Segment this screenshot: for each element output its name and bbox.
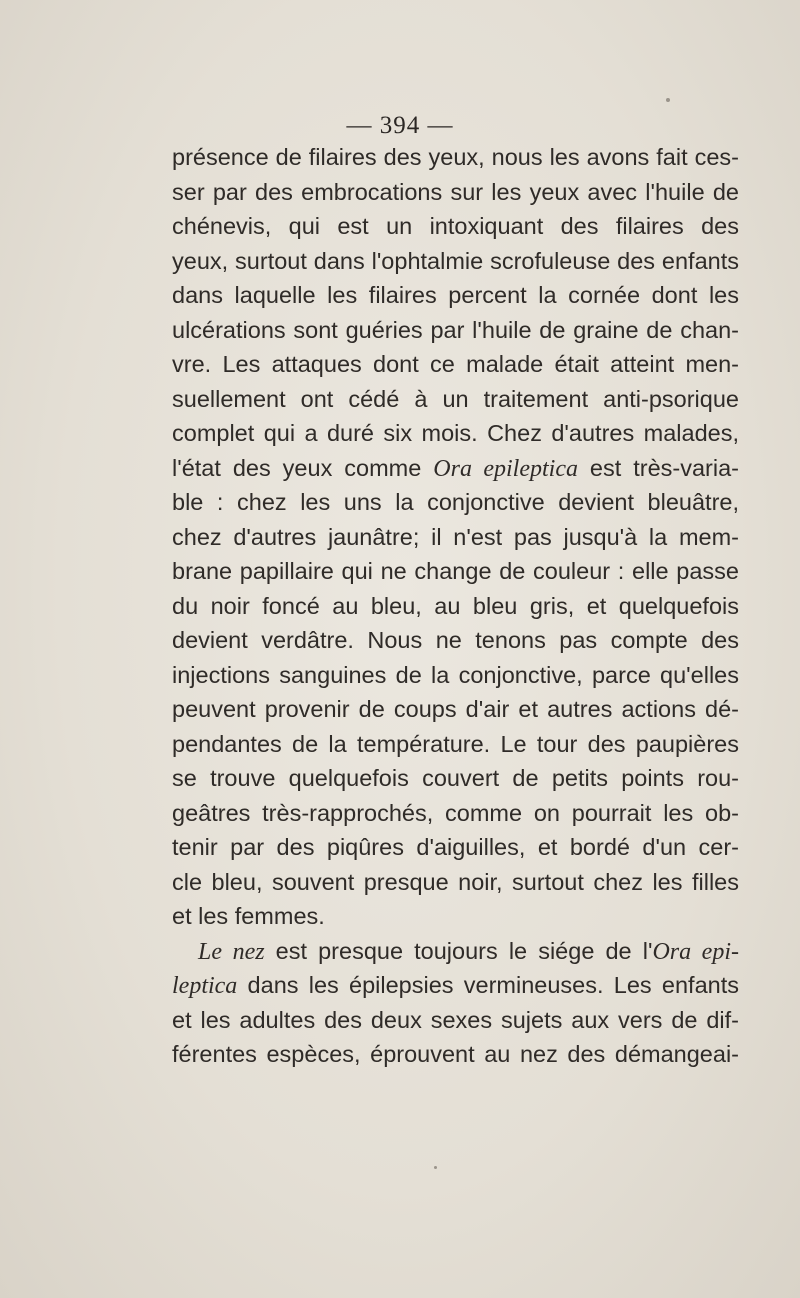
text-line: injections sanguines de la conjonctive, parce qu'elles [172,661,739,688]
text-line: chénevis, qui est un intoxiquant des filaires des [172,213,739,239]
text-line: ble : chez les uns la conjonctive devient bleuâtre, [172,489,739,515]
text-run: dans les épilepsies vermineuses. Les enfants [237,972,739,998]
text-line: yeux, surtout dans l'ophtalmie scrofuleuse des enfants [172,247,739,274]
page-number: — 394 — [346,112,454,139]
body-text [172,140,739,1072]
text-line: se trouve quelquefois couvert de petits points rou- [172,765,739,791]
text-line: du noir foncé au bleu, au bleu gris, et quelquefois [172,592,739,619]
text-line: devient verdâtre. Nous ne tenons pas compte des [172,627,739,653]
paper-speck [434,1166,437,1169]
paper-speck [666,98,670,102]
text-line: férentes espèces, éprouvent au nez des démangeai- [172,1041,739,1067]
italic-term: Ora epileptica [433,455,578,482]
text-line: peuvent provenir de coups d'air et autres actions dé- [172,696,739,722]
text-line: geâtres très-rapprochés, comme on pourrait les ob- [172,799,739,826]
italic-term: Le nez [198,938,265,965]
text-line: présence de filaires des yeux, nous les avons fait ces- [172,144,739,170]
text-line: brane papillaire qui ne change de couleur : elle passe [172,558,739,584]
text-line: vre. Les attaques dont ce malade était atteint men- [172,351,739,377]
text-line: ser par des embrocations sur les yeux avec l'huile de [172,178,739,205]
text-line: dans laquelle les filaires percent la cornée dont les [172,282,739,308]
text-run: l'état des yeux comme [172,454,434,481]
text-line: chez d'autres jaunâtre; il n'est pas jusqu'à la mem- [172,523,739,550]
text-line: pendantes de la température. Le tour des paupières [172,730,739,757]
text-line [172,934,739,969]
text-line: suellement ont cédé à un traitement anti-psorique [172,385,739,412]
text-line: et les adultes des deux sexes sujets aux vers de dif- [172,1006,739,1033]
text-line [172,968,739,1003]
text-line: tenir par des piqûres d'aiguilles, et bordé d'un cer- [172,834,739,860]
text-line: complet qui a duré six mois. Chez d'autres malades, [172,420,739,446]
text-run: est très-varia- [577,454,739,481]
text-line [172,451,739,486]
text-run: est presque toujours le siége de l' [264,937,653,964]
text-line: ulcérations sont guéries par l'huile de graine de chan- [172,316,739,343]
text-line: et les femmes. [172,903,325,929]
italic-term: leptica [172,973,238,999]
italic-term: Ora epi- [652,938,739,965]
text-line: cle bleu, souvent presque noir, surtout chez les filles [172,868,739,895]
